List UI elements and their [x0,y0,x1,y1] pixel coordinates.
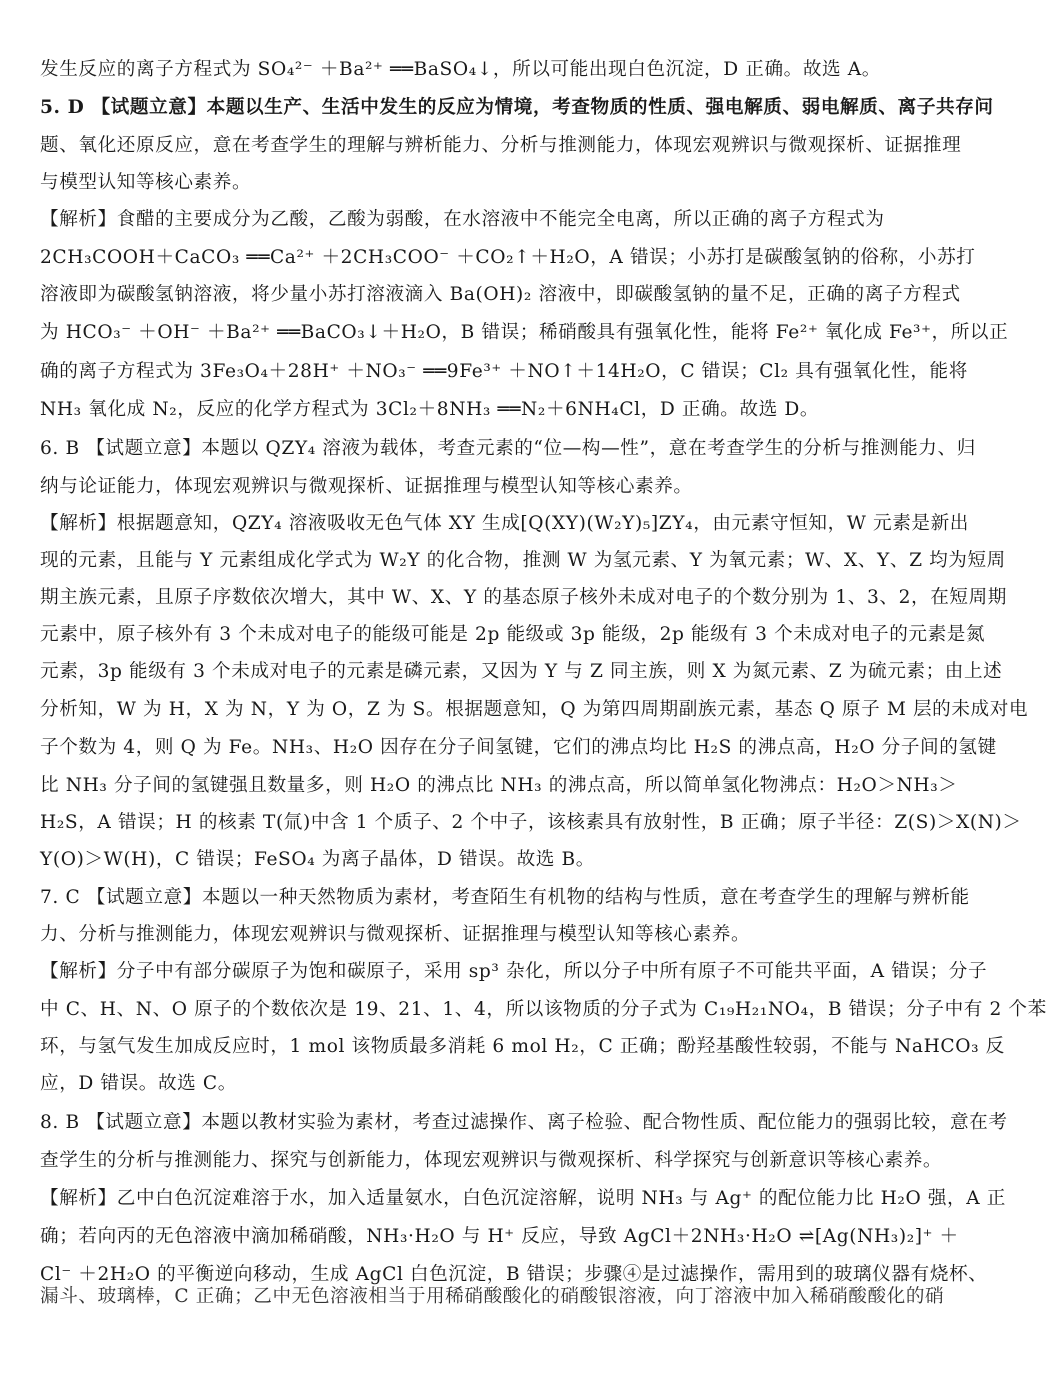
cutoff-text: 漏斗、玻璃棒，C 正确；乙中无色溶液相当于用稀硝酸酸化的硝酸银溶液，向丁溶液中加入稀硝酸酸化的硝 [40,1286,945,1307]
analysis-line: 【解析】食醋的主要成分为乙酸，乙酸为弱酸，在水溶液中不能完全电离，所以正确的离子方程式为 [40,209,885,230]
analysis-line: 【解析】分子中有部分碳原子为饱和碳原子，采用 sp³ 杂化，所以分子中所有原子不可能共平面，A 错误；分子 [40,961,988,982]
text-line: 发生反应的离子方程式为 SO₄²⁻ ＋Ba²⁺ ══BaSO₄↓，所以可能出现白色沉淀，D 正确。故选 A。 [40,59,881,80]
question-8-header: 8. B 【试题立意】本题以教材实验为素材，考查过滤操作、离子检验、配合物性质、配位能力的强弱比较，意在考 [40,1112,1008,1133]
text-line: 中 C、H、N、O 原子的个数依次是 19、21、1、4，所以该物质的分子式为 C₁₉H₂₁NO₄，B 错误；分子中有 2 个苯 [40,999,1047,1020]
text-line: Cl⁻ ＋2H₂O 的平衡逆向移动，生成 AgCl 白色沉淀，B 错误；步骤④是过滤操作，需用到的玻璃仪器有烧杯、 [40,1264,988,1285]
text-line: 2CH₃COOH＋CaCO₃ ══Ca²⁺ ＋2CH₃COO⁻ ＋CO₂↑＋H₂O，A 错误；小苏打是碳酸氢钠的俗称，小苏打 [40,247,976,268]
text-line: 分析知，W 为 H，X 为 N，Y 为 O，Z 为 S。根据题意知，Q 为第四周期副族元素，基态 Q 原子 M 层的未成对电 [40,699,1029,720]
text-line: NH₃ 氧化成 N₂，反应的化学方程式为 3Cl₂＋8NH₃ ══N₂＋6NH₄Cl，D 正确。故选 D。 [40,399,820,420]
question-5-header: 5. D 【试题立意】本题以生产、生活中发生的反应为情境，考查物质的性质、强电解质、弱电解质、离子共存问 [40,97,994,118]
analysis-line: 【解析】乙中白色沉淀难溶于水，加入适量氨水，白色沉淀溶解，说明 NH₃ 与 Ag⁺ 的配位能力比 H₂O 强，A 正 [40,1188,1006,1209]
text-line: 纳与论证能力，体现宏观辨识与微观探析、证据推理与模型认知等核心素养。 [40,476,693,497]
text-line: 环，与氢气发生加成反应时，1 mol 该物质最多消耗 6 mol H₂，C 正确；酚羟基酸性较弱，不能与 NaHCO₃ 反 [40,1036,1005,1057]
text-line: 与模型认知等核心素养。 [40,172,252,193]
text-line: 比 NH₃ 分子间的氢键强且数量多，则 H₂O 的沸点比 NH₃ 的沸点高，所以简单氢化物沸点：H₂O＞NH₃＞ [40,775,958,796]
text-line: 应，D 错误。故选 C。 [40,1073,237,1094]
text-line: 溶液即为碳酸氢钠溶液，将少量小苏打溶液滴入 Ba(OH)₂ 溶液中，即碳酸氢钠的量不足，正确的离子方程式 [40,284,961,305]
analysis-line: 【解析】根据题意知，QZY₄ 溶液吸收无色气体 XY 生成[Q(XY)(W₂Y)₅]ZY₄，由元素守恒知，W 元素是新出 [40,513,969,534]
text-line: 确；若向丙的无色溶液中滴加稀硝酸，NH₃·H₂O 与 H⁺ 反应，导致 AgCl＋2NH₃·H₂O ⇌[Ag(NH₃)₂]⁺ ＋ [40,1226,959,1247]
text-line: 确的离子方程式为 3Fe₃O₄＋28H⁺ ＋NO₃⁻ ══9Fe³⁺ ＋NO↑＋14H₂O，C 错误；Cl₂ 具有强氧化性，能将 [40,361,968,382]
text-line: 为 HCO₃⁻ ＋OH⁻ ＋Ba²⁺ ══BaCO₃↓＋H₂O，B 错误；稀硝酸具有强氧化性，能将 Fe²⁺ 氧化成 Fe³⁺，所以正 [40,322,1009,343]
cutoff-text-line [40,1286,945,1312]
text-line: 现的元素，且能与 Y 元素组成化学式为 W₂Y 的化合物，推测 W 为氢元素、Y 为氧元素；W、X、Y、Z 均为短周 [40,550,1006,571]
text-line: 力、分析与推测能力，体现宏观辨识与微观探析、证据推理与模型认知等核心素养。 [40,924,751,945]
question-6-header: 6. B 【试题立意】本题以 QZY₄ 溶液为载体，考查元素的“位—构—性”，意在考查学生的分析与推测能力、归 [40,438,976,459]
text-line: 题、氧化还原反应，意在考查学生的理解与辨析能力、分析与推测能力，体现宏观辨识与微观探析、证据推理 [40,135,962,156]
text-line: 查学生的分析与推测能力、探究与创新能力，体现宏观辨识与微观探析、科学探究与创新意识等核心素养。 [40,1150,943,1171]
text-line: 元素中，原子核外有 3 个未成对电子的能级可能是 2p 能级或 3p 能级，2p 能级有 3 个未成对电子的元素是氮 [40,624,986,645]
text-line: 元素，3p 能级有 3 个未成对电子的元素是磷元素，又因为 Y 与 Z 同主族，则 X 为氮元素、Z 为硫元素；由上述 [40,661,1003,682]
text-line: Y(O)＞W(H)，C 错误；FeSO₄ 为离子晶体，D 错误。故选 B。 [40,849,595,870]
text-line: 子个数为 4，则 Q 为 Fe。NH₃、H₂O 因存在分子间氢键，它们的沸点均比 H₂S 的沸点高，H₂O 分子间的氢键 [40,737,997,758]
question-7-header: 7. C 【试题立意】本题以一种天然物质为素材，考查陌生有机物的结构与性质，意在考查学生的理解与辨析能 [40,887,970,908]
text-line: H₂S，A 错误；H 的核素 T(氚)中含 1 个质子、2 个中子，该核素具有放射性，B 正确；原子半径：Z(S)＞X(N)＞ [40,812,1022,833]
text-line: 期主族元素，且原子序数依次增大，其中 W、X、Y 的基态原子核外未成对电子的个数分别为 1、3、2，在短周期 [40,587,1007,608]
